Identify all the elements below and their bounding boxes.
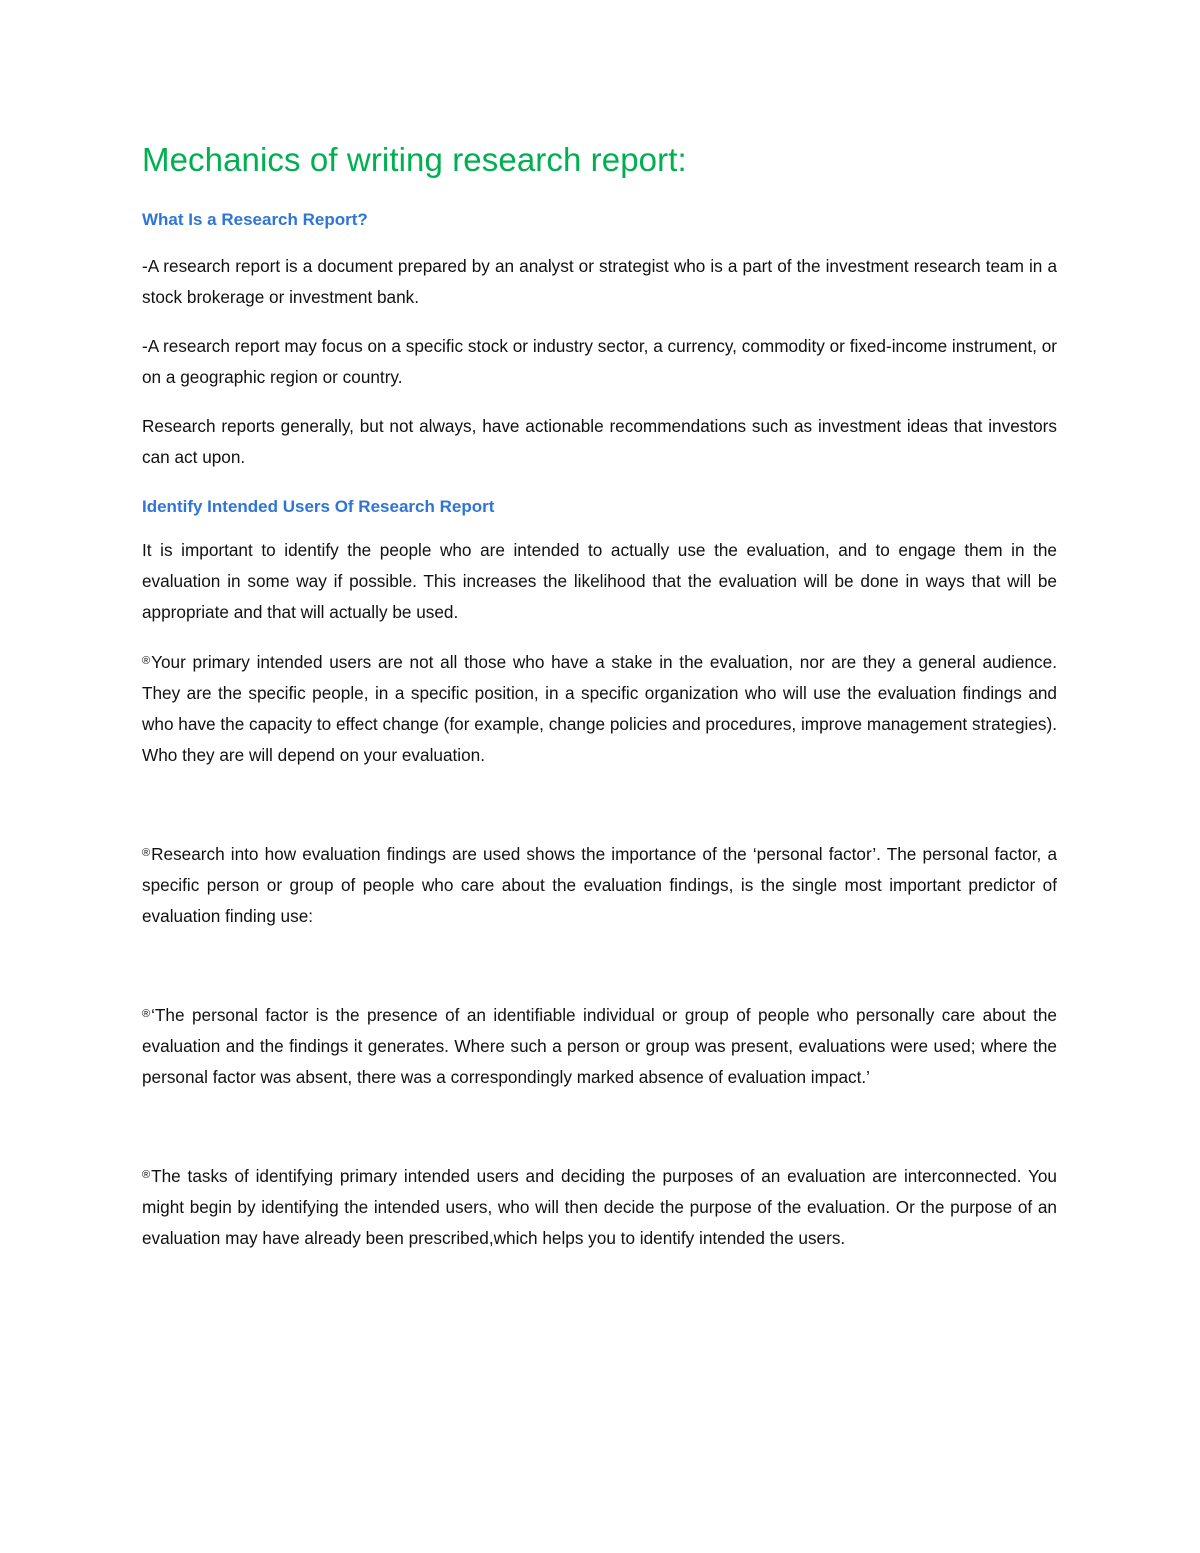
paragraph-focus: -A research report may focus on a specific stock or industry sector, a currency, commodity or fixed-income instrument, or on a geographic region or country. (142, 335, 1057, 387)
bullet-symbol: ® (142, 655, 151, 668)
paragraph-quote-text: ‘The personal factor is the presence of an identifiable individual or group of people who personally care about the evaluation and the findings it generates. Where such a person or group was present, evaluations were used; where the personal factor was absent, there was a correspondingly marked absence of evaluation impact.’ (142, 1005, 1057, 1088)
paragraph-identify-users: It is important to identify the people who are intended to actually use the evaluation, and to engage them in the evaluation in some way if possible. This increases the likelihood that the evaluation will be done in ways that will be appropriate and that will actually be used. (142, 540, 1057, 623)
paragraph-tasks-text: The tasks of identifying primary intended users and deciding the purposes of an evaluation are interconnected. You might begin by identifying the intended users, who will then decide the purpose of the evaluation. Or the purpose of an evaluation may have already been prescribed,which helps you to identify intended the users. (142, 1166, 1057, 1249)
paragraph-personal-factor (142, 838, 1057, 932)
bullet-symbol: ® (142, 1008, 151, 1021)
document-content (142, 140, 1057, 1254)
bullet-symbol: ® (142, 1169, 151, 1182)
paragraph-definition: -A research report is a document prepared by an analyst or strategist who is a part of the investment research team in a stock brokerage or investment bank. (142, 255, 1057, 307)
paragraph-quote (142, 999, 1057, 1093)
paragraph-primary-users (142, 646, 1057, 771)
paragraph-primary-users-text: Your primary intended users are not all those who have a stake in the evaluation, nor are they a general audience. They are the specific people, in a specific position, in a specific organization who will use the evaluation findings and who have the capacity to effect change (for example, change policies and procedures, improve management strategies). Who they are will depend on your evaluation. (142, 652, 1057, 766)
document-title: Mechanics of writing research report: (142, 141, 687, 178)
section-heading-what-is-research-report: What Is a Research Report? (142, 209, 368, 229)
paragraph-recommendations: Research reports generally, but not always, have actionable recommendations such as investment ideas that investors can act upon. (142, 415, 1057, 467)
paragraph-personal-factor-text: Research into how evaluation findings are used shows the importance of the ‘personal factor’. The personal factor, a specific person or group of people who care about the evaluation findings, is the single most important predictor of evaluation finding use: (142, 844, 1057, 927)
paragraph-tasks (142, 1160, 1057, 1254)
bullet-symbol: ® (142, 847, 151, 860)
section-heading-intended-users: Identify Intended Users Of Research Report (142, 496, 495, 516)
